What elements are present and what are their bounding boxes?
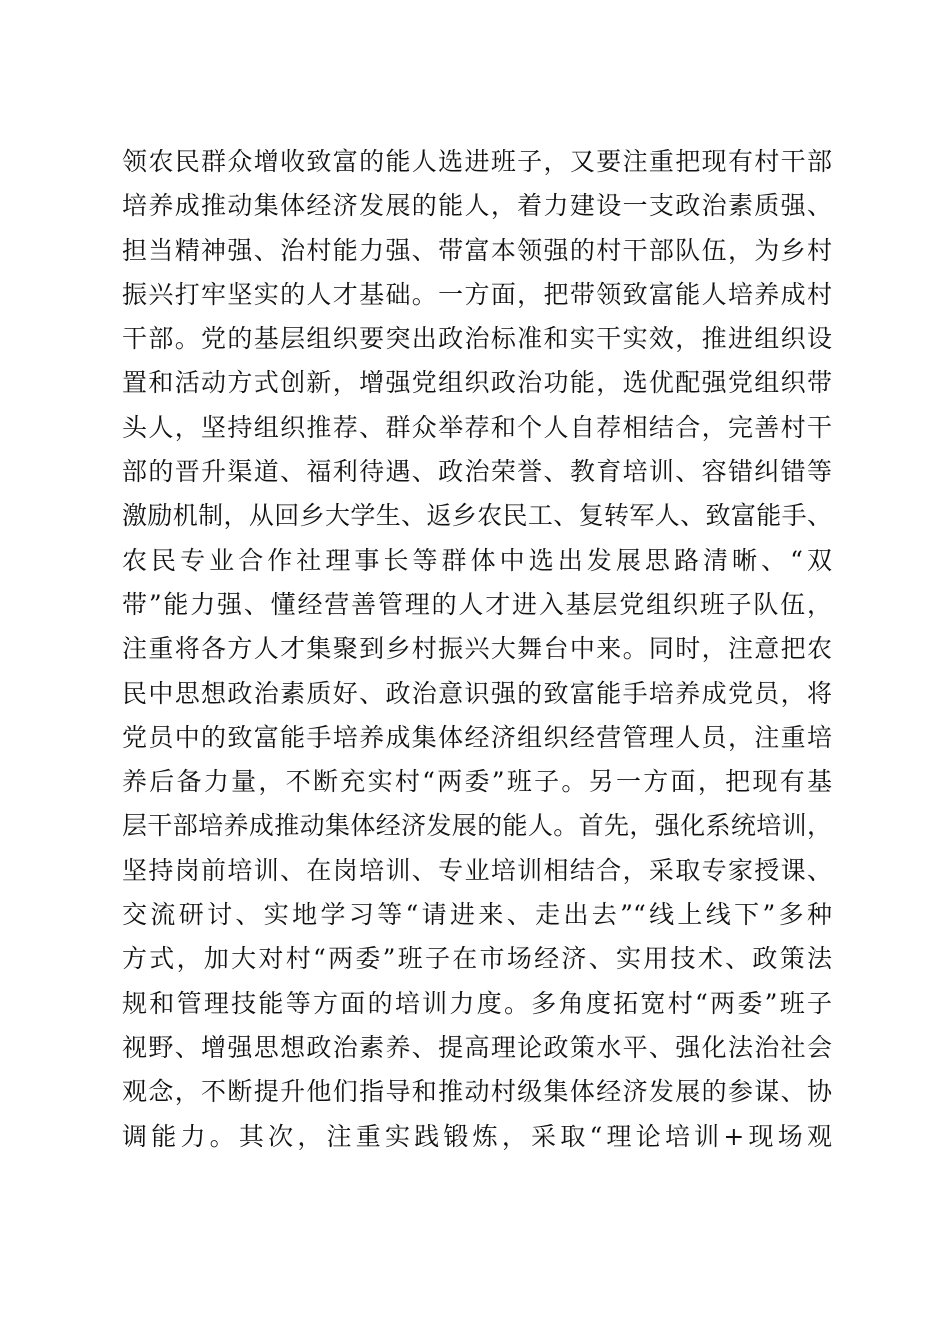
- text-line: 激励机制，从回乡大学生、返乡农民工、复转军人、致富能手、: [122, 501, 832, 531]
- text-line: 规和管理技能等方面的培训力度。多角度拓宽村“两委”班子: [122, 988, 832, 1018]
- text-line: 党员中的致富能手培养成集体经济组织经营管理人员，注重培: [122, 722, 832, 752]
- text-line: 部的晋升渠道、福利待遇、政治荣誉、教育培训、容错纠错等: [122, 457, 832, 487]
- text-line: 民中思想政治素质好、政治意识强的致富能手培养成党员，将: [122, 678, 832, 708]
- text-line: 担当精神强、治村能力强、带富本领强的村干部队伍，为乡村: [122, 235, 832, 265]
- text-line: 振兴打牢坚实的人才基础。一方面，把带领致富能人培养成村: [122, 279, 832, 309]
- text-line: 注重将各方人才集聚到乡村振兴大舞台中来。同时，注意把农: [122, 634, 832, 664]
- text-line: 置和活动方式创新，增强党组织政治功能，选优配强党组织带: [122, 368, 832, 398]
- text-line: 坚持岗前培训、在岗培训、专业培训相结合，采取专家授课、: [122, 855, 832, 885]
- text-line: 头人，坚持组织推荐、群众举荐和个人自荐相结合，完善村干: [122, 412, 832, 442]
- text-line: 调能力。其次，注重实践锻炼，采取“理论培训+现场观: [122, 1121, 832, 1151]
- text-line: 带”能力强、懂经营善管理的人才进入基层党组织班子队伍，: [122, 589, 832, 619]
- text-line: 农民专业合作社理事长等群体中选出发展思路清晰、“双: [122, 545, 832, 575]
- body-text: [122, 140, 832, 1159]
- text-line: 观念，不断提升他们指导和推动村级集体经济发展的参谋、协: [122, 1077, 832, 1107]
- text-line: 养后备力量，不断充实村“两委”班子。另一方面，把现有基: [122, 767, 832, 797]
- text-line: 干部。党的基层组织要突出政治标准和实干实效，推进组织设: [122, 324, 832, 354]
- text-line: 交流研讨、实地学习等“请进来、走出去”“线上线下”多种: [122, 900, 832, 930]
- text-line: 方式，加大对村“两委”班子在市场经济、实用技术、政策法: [122, 944, 832, 974]
- text-line: 领农民群众增收致富的能人选进班子，又要注重把现有村干部: [122, 147, 832, 176]
- text-line: 视野、增强思想政治素养、提高理论政策水平、强化法治社会: [122, 1032, 832, 1062]
- text-line: 培养成推动集体经济发展的能人，着力建设一支政治素质强、: [122, 191, 832, 221]
- text-line: 层干部培养成推动集体经济发展的能人。首先，强化系统培训，: [122, 811, 832, 841]
